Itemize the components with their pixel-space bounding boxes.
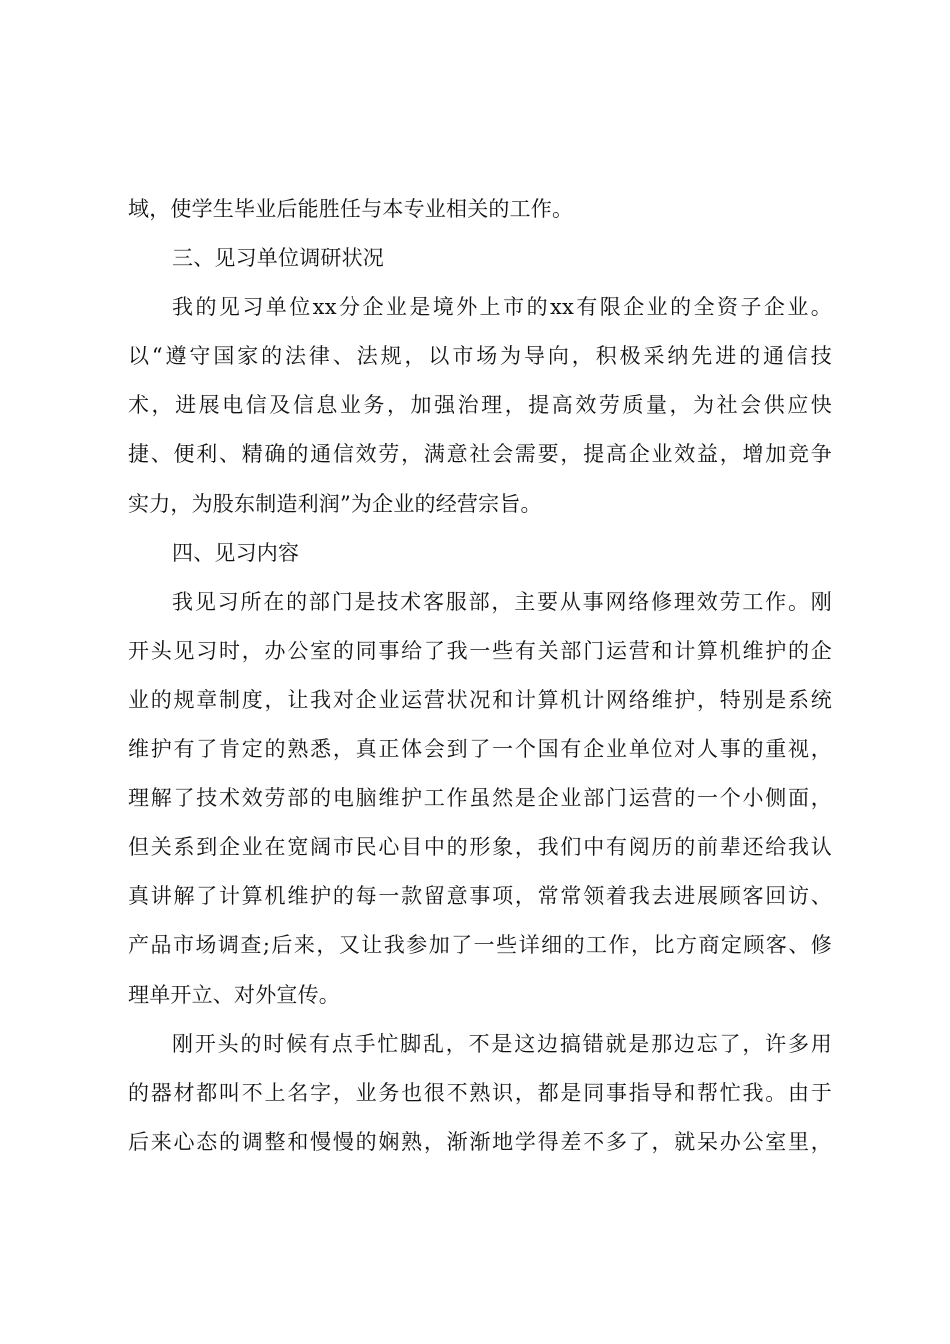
- paragraph-line: 理解了技术效劳部的电脑维护工作虽然是企业部门运营的一个小侧面，: [128, 786, 832, 811]
- section-heading-content: 四、见习内容: [172, 540, 300, 565]
- paragraph-line: 的器材都叫不上名字，业务也很不熟识，都是同事指导和帮忙我。由于: [128, 1080, 832, 1105]
- paragraph-line: 但关系到企业在宽阔市民心目中的形象，我们中有阅历的前辈还给我认: [128, 835, 832, 860]
- paragraph-line: 我见习所在的部门是技术客服部，主要从事网络修理效劳工作。刚: [172, 589, 832, 614]
- paragraph-line: 维护有了肯定的熟悉，真正体会到了一个国有企业单位对人事的重视，: [128, 737, 832, 762]
- paragraph-line: 术，进展电信及信息业务，加强治理，提高效劳质量，为社会供应快: [128, 393, 832, 418]
- paragraph-line: 以“遵守国家的法律、法规，以市场为导向，积极采纳先进的通信技: [128, 344, 832, 369]
- section-heading-survey: 三、见习单位调研状况: [172, 246, 384, 271]
- paragraph-line: 我的见习单位xx分企业是境外上市的xx有限企业的全资子企业。: [172, 295, 832, 320]
- document-body: [128, 185, 832, 1167]
- paragraph-line: 业的规章制度，让我对企业运营状况和计算机计网络维护，特别是系统: [128, 687, 832, 712]
- paragraph-line: 开头见习时，办公室的同事给了我一些有关部门运营和计算机维护的企: [128, 638, 832, 663]
- paragraph-line: 产品市场调查;后来，又让我参加了一些详细的工作，比方商定顾客、修: [128, 933, 832, 958]
- paragraph-line: 后来心态的调整和慢慢的娴熟，渐渐地学得差不多了，就呆办公室里，: [128, 1129, 832, 1154]
- paragraph-line: 真讲解了计算机维护的每一款留意事项，常常领着我去进展顾客回访、: [128, 884, 832, 909]
- paragraph-line: 捷、便利、精确的通信效劳，满意社会需要，提高企业效益，增加竞争: [128, 442, 832, 467]
- paragraph-line: 实力，为股东制造利润”为企业的经营宗旨。: [128, 491, 542, 516]
- paragraph-line: 域，使学生毕业后能胜任与本专业相关的工作。: [128, 197, 574, 221]
- paragraph-line: 理单开立、对外宣传。: [128, 982, 340, 1007]
- paragraph-line: 刚开头的时候有点手忙脚乱，不是这边搞错就是那边忘了，许多用: [172, 1031, 832, 1056]
